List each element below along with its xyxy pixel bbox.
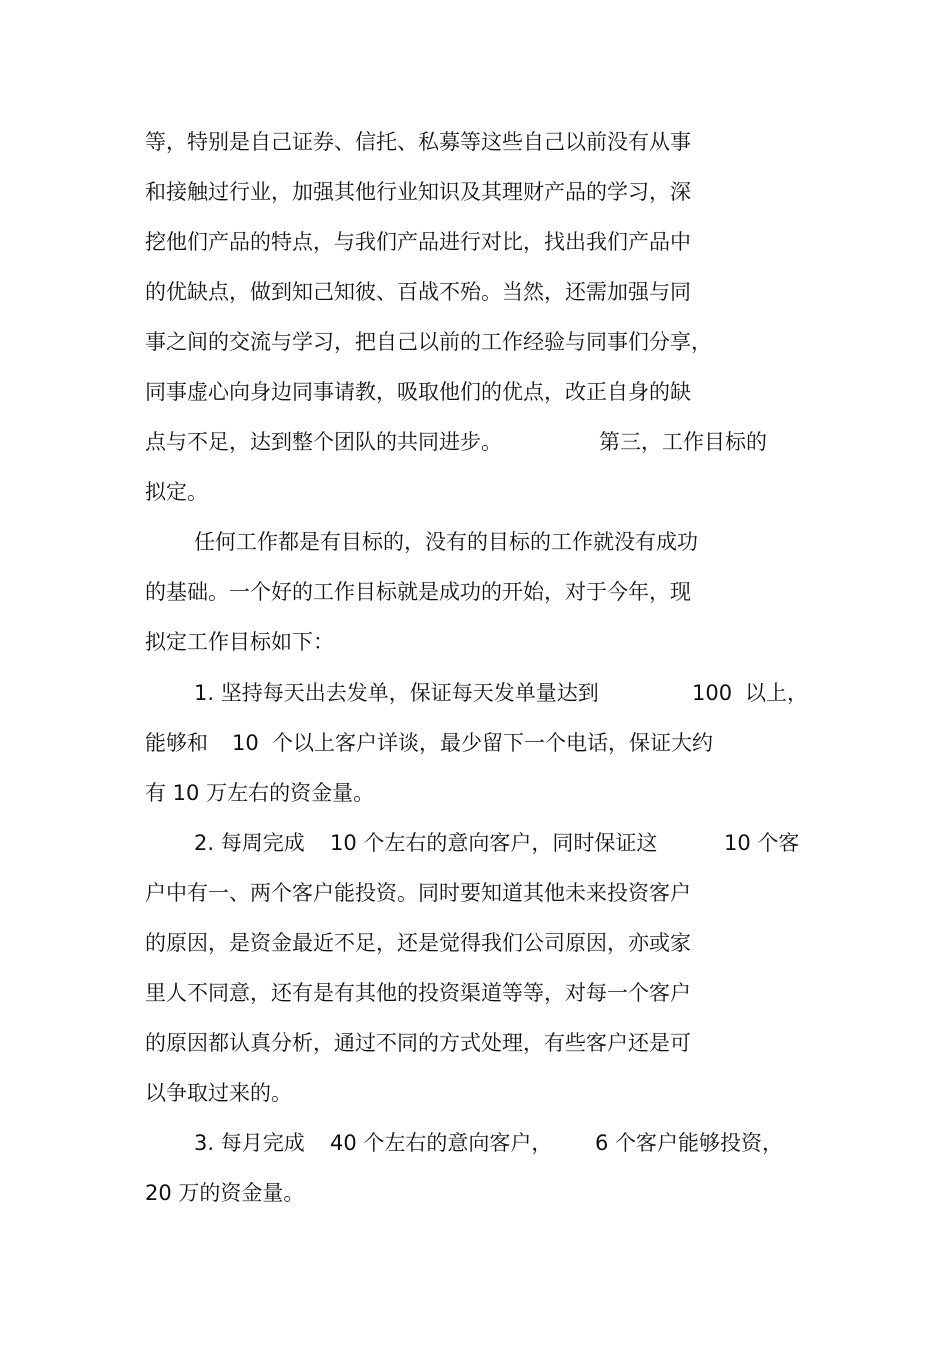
list-item-3: 3. 每月完成	[194, 1131, 305, 1155]
text-fragment: 能够和	[145, 731, 208, 755]
section-heading: 第三，工作目标的	[599, 430, 767, 454]
text-line: 事之间的交流与学习，把自己以前的工作经验与同事们分享，	[145, 330, 712, 354]
text-fragment: 个以上客户详谈，最少留下一个电话，保证大约	[272, 731, 713, 755]
text-fragment: 以上，	[745, 681, 808, 705]
text-fragment: 40 个左右的意向客户，	[330, 1131, 553, 1155]
text-line: 拟定工作目标如下：	[145, 630, 334, 654]
text-line: 同事虚心向身边同事请教，吸取他们的优点，改正自身的缺	[145, 380, 691, 404]
text-line: 任何工作都是有目标的，没有的目标的工作就没有成功	[194, 530, 698, 554]
text-line: 的优缺点，做到知己知彼、百战不殆。当然，还需加强与同	[145, 280, 691, 304]
text-line: 挖他们产品的特点，与我们产品进行对比，找出我们产品中	[145, 230, 691, 254]
text-fragment: 100	[692, 681, 733, 705]
text-fragment: 10 个左右的意向客户，同时保证这	[330, 831, 658, 855]
text-line: 20 万的资金量。	[145, 1181, 305, 1205]
text-line: 的原因，是资金最近不足，还是觉得我们公司原因，亦或家	[145, 931, 691, 955]
text-fragment: 6 个客户能够投资，	[595, 1131, 784, 1155]
list-item-1: 1. 坚持每天出去发单，保证每天发单量达到	[194, 681, 599, 705]
text-line: 等，特别是自己证券、信托、私募等这些自己以前没有从事	[145, 130, 691, 154]
text-line: 点与不足，达到整个团队的共同进步。	[145, 430, 502, 454]
list-item-2: 2. 每周完成	[194, 831, 305, 855]
text-line: 和接触过行业，加强其他行业知识及其理财产品的学习，深	[145, 180, 691, 204]
text-line: 户中有一、两个客户能投资。同时要知道其他未来投资客户	[145, 881, 691, 905]
text-line: 有 10 万左右的资金量。	[145, 781, 375, 805]
text-fragment: 10	[232, 731, 259, 755]
text-line: 的原因都认真分析，通过不同的方式处理，有些客户还是可	[145, 1031, 691, 1055]
text-line: 拟定。	[145, 480, 208, 504]
text-fragment: 10 个客	[724, 831, 800, 855]
text-line: 以争取过来的。	[145, 1081, 292, 1105]
text-line: 里人不同意，还有是有其他的投资渠道等等，对每一个客户	[145, 981, 691, 1005]
text-line: 的基础。一个好的工作目标就是成功的开始，对于今年，现	[145, 580, 691, 604]
